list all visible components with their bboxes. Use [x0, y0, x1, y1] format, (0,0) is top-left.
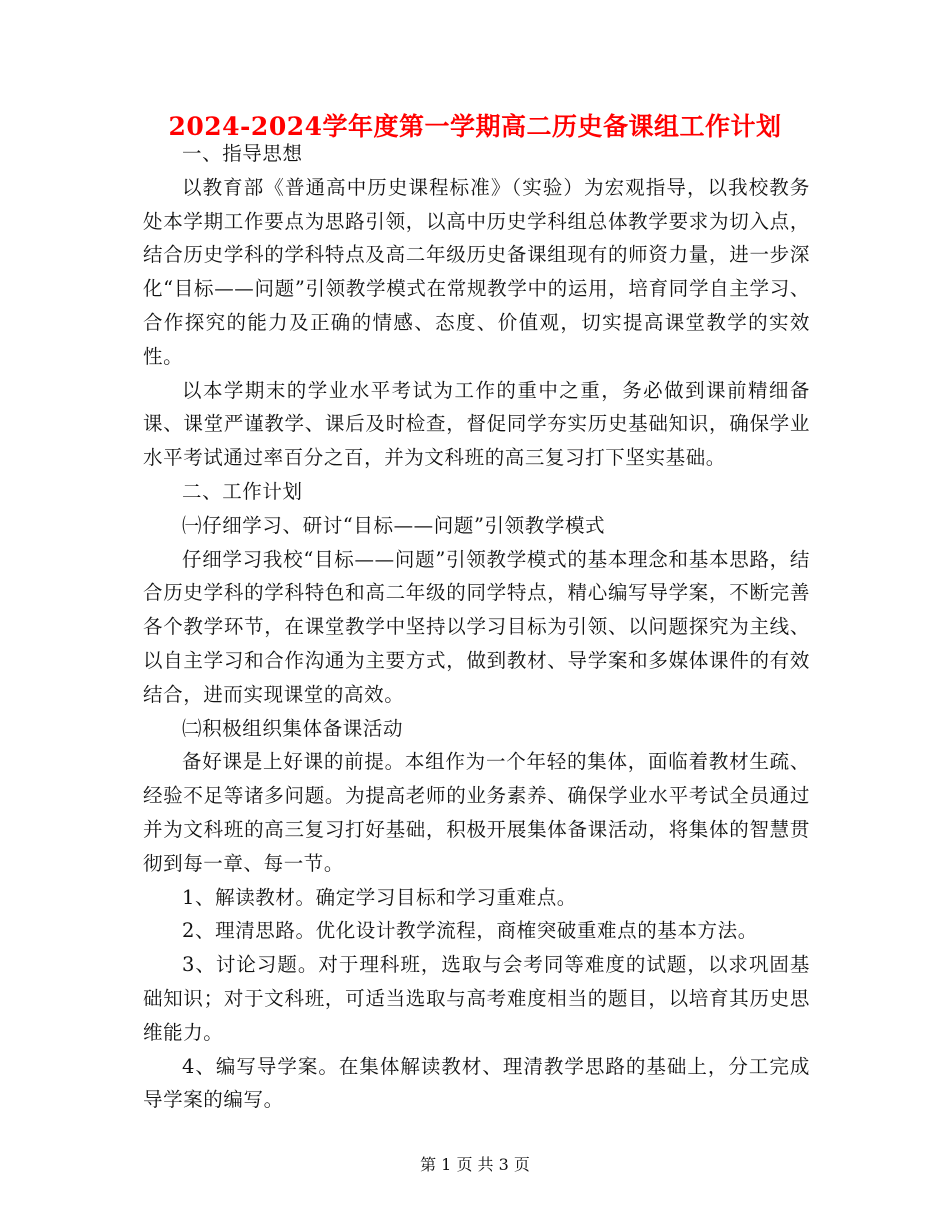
list-item-3: 3、讨论习题。对于理科班，选取与会考同等难度的试题，以求巩固基础知识；对于文科班，可适当选取与高考难度相当的题目，以培育其历史思维能力。 [143, 953, 810, 1044]
section-heading-guiding-ideology: 一、指导思想 [182, 142, 303, 165]
page-number-footer: 第 1 页 共 3 页 [420, 1155, 530, 1174]
list-item-2: 2、理清思路。优化设计教学流程，商榷突破重难点的基本方法。 [182, 919, 758, 943]
subheading-teaching-model: ㈠仔细学习、研讨“目标——问题”引领教学模式 [182, 513, 606, 537]
paragraph-exam-priority: 以本学期末的学业水平考试为工作的重中之重，务必做到课前精细备课、课堂严谨教学、课后及时检查，督促同学夯实历史基础知识，确保学业水平考试通过率百分之百，并为文科班的高三复习打下坚实基础。 [143, 378, 810, 470]
list-item-4: 4、编写导学案。在集体解读教材、理清教学思路的基础上，分工完成导学案的编写。 [143, 1054, 810, 1112]
paragraph-teaching-model: 仔细学习我校“目标——问题”引领教学模式的基本理念和基本思路，结合历史学科的学科特色和高二年级的同学特点，精心编写导学案，不断完善各个教学环节，在课堂教学中坚持以学习目标为引领、以问题探究为主线、以自主学习和合作沟通为主要方式，做到教材、导学案和多媒体课件的有效结合，进而实现课堂的高效。 [143, 547, 810, 706]
paragraph-guiding-ideology: 以教育部《普通高中历史课程标准》（实验）为宏观指导，以我校教务处本学期工作要点为思路引领，以高中历史学科组总体教学要求为切入点，结合历史学科的学科特点及高二年级历史备课组现有的师资力量，进一步深化“目标——问题”引领教学模式在常规教学中的运用，培育同学自主学习、合作探究的能力及正确的情感、态度、价值观，切实提高课堂教学的实效性。 [143, 175, 810, 368]
list-item-1: 1、解读教材。确定学习目标和学习重难点。 [182, 885, 577, 909]
document-title: 2024-2024学年度第一学期高二历史备课组工作计划 [168, 112, 782, 141]
section-heading-work-plan: 二、工作计划 [182, 479, 303, 503]
subheading-collective-lesson-prep: ㈡积极组织集体备课活动 [182, 716, 404, 740]
document-body [143, 137, 810, 1117]
paragraph-collective-lesson-prep: 备好课是上好课的前提。本组作为一个年轻的集体，面临着教材生疏、经验不足等诸多问题。为提高老师的业务素养、确保学业水平考试全员通过并为文科班的高三复习打好基础，积极开展集体备课活动，将集体的智慧贯彻到每一章、每一节。 [143, 750, 810, 875]
